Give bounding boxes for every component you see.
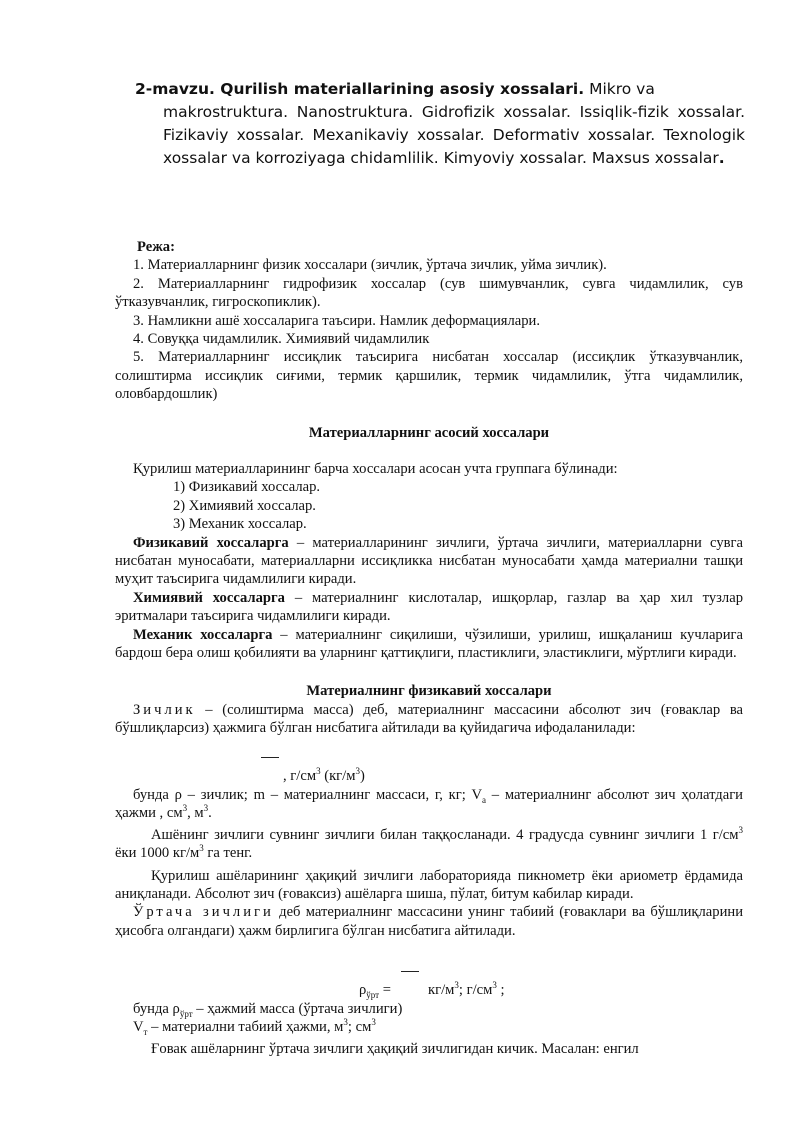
topic-line-1 xyxy=(115,78,745,101)
chemical-properties-paragraph xyxy=(115,589,743,626)
density-paragraph-wrap xyxy=(115,701,743,738)
sup-3: 3 xyxy=(199,843,204,854)
where-3-b: – материални табиий ҳажми, м xyxy=(147,1019,344,1036)
lab-paragraph: Қурилиш ашёларининг ҳақиқий зичлиги лабораторияда пикнометр ёки ариометр ёрдамида аниқланади. Абсолют зич (ғоваксиз) ашёларга шиша, пўлат, битум кабилар киради. xyxy=(115,867,743,903)
plan-item-3: 3. Намликни ашё хоссаларига таъсири. Намлик деформациялари. xyxy=(133,312,540,329)
topic-subjects: makrostruktura. Nanostruktura. Gidrofizik xossalar. Issiqlik-fizik xossalar. Fizikaviy xossalar. Mexanikaviy xossalar. Deformativ xossalar. Texnologik xossalar va korroziyaga chidamlilik. Kimyoviy xossalar. Maxsus xossalar xyxy=(163,103,745,167)
where-3-c: ; см xyxy=(347,1019,372,1036)
plan-item-4: 4. Совуққа чидамлилик. Химиявий чидамлилик xyxy=(133,331,430,348)
sup-3: 3 xyxy=(492,980,497,991)
formula-2-unit-b: ; г/см xyxy=(458,982,493,998)
topic-end-dot: . xyxy=(718,149,725,167)
section-1-body xyxy=(115,460,743,662)
formula-1-unit-b: (кг/м xyxy=(320,768,356,784)
formula-1-units xyxy=(283,767,365,785)
formula-1-unit-c: ) xyxy=(359,768,365,784)
mechanical-properties-paragraph xyxy=(115,626,743,663)
where-3-a: V xyxy=(133,1019,144,1036)
where-1 xyxy=(115,786,743,823)
physical-term: Физикавий хоссаларга xyxy=(133,534,289,551)
formula-1-fraction-bar xyxy=(261,757,279,758)
mechanical-term: Механик хоссаларга xyxy=(133,626,273,643)
average-density-term: Ўртача зичлиги xyxy=(133,904,274,921)
group-item-3: 3) Механик хоссалар. xyxy=(173,516,307,533)
sup-3: 3 xyxy=(203,803,209,814)
group-item-2: 2) Химиявий хоссалар. xyxy=(173,497,316,514)
formula-2-units xyxy=(428,981,505,999)
formula-2-unit-a: кг/м xyxy=(428,982,455,998)
sup-3: 3 xyxy=(355,766,360,777)
sup-3: 3 xyxy=(316,766,321,777)
topic-line-2 xyxy=(115,101,745,170)
section-1-heading: Материалларнинг асосий хоссалари xyxy=(308,425,550,441)
formula-2-rho: ρ xyxy=(359,982,367,998)
average-density-text: деб материалнинг массасини унинг табиий (ғоваклари ва бўшлиқларини ҳисобга олгандаги) ҳажм бирлигига бўлган нисбатига айтилади. xyxy=(115,904,744,939)
formula-2-unit-c: ; xyxy=(496,982,505,998)
formula-2-lhs xyxy=(359,981,391,999)
where-1-a: бунда ρ – зичлик; m – материалнинг массаси, г, кг; V xyxy=(133,787,483,803)
topic-header xyxy=(115,78,745,170)
physical-properties-paragraph xyxy=(115,534,743,589)
where-2-a: бунда ρ xyxy=(133,1001,180,1017)
section-heading-main-properties xyxy=(115,424,743,442)
plan-item-1: 1. Материалларнинг физик хоссалари (зичлик, ўртача зичлик, уйма зичлик). xyxy=(133,257,607,274)
water-b: ёки 1000 кг/м xyxy=(115,845,200,862)
sup-3: 3 xyxy=(454,980,459,991)
plan-block xyxy=(115,238,743,404)
where-2-sub: ўрт xyxy=(179,1008,193,1019)
chemical-text: – материалнинг кислоталар, ишқорлар, газлар ва ҳар хил тузлар эритмалари таъсирига чидамлилиги киради. xyxy=(115,589,743,625)
density-paragraph xyxy=(115,701,743,738)
formula-2-sub: ўрт xyxy=(366,989,380,1000)
formula-2-eq: = xyxy=(379,982,392,998)
where-3 xyxy=(115,1018,743,1036)
sup-3: 3 xyxy=(343,1017,348,1028)
sup-3: 3 xyxy=(738,824,743,835)
density-explanation xyxy=(115,786,743,940)
sup-3: 3 xyxy=(182,803,188,814)
where-1-c: , м xyxy=(187,805,204,822)
plan-heading: Режа: xyxy=(137,239,175,255)
section-2-heading-wrap xyxy=(115,682,743,700)
water-a: Ашёнинг зичлиги сувнинг зичлиги билан таққосланади. 4 градусда сувнинг зичлиги 1 г/см xyxy=(151,826,739,843)
plan-item-5: 5. Материалларнинг иссиқлик таъсирига нисбатан хоссалар (иссиқлик ўтказувчанлик, солиштирма иссиқлик сиғими, термик қаршилик, термик чидамлилик, ўтга чидамлилик, оловбардошлик) xyxy=(115,349,743,403)
water-c: га тенг. xyxy=(203,845,253,862)
formula-2-fraction-bar xyxy=(401,971,419,972)
average-density-explanation xyxy=(115,1000,743,1058)
density-text: – (солиштирма масса) деб, материалнинг массасини абсолют зич (ғоваклар ва бўшлиқларсиз) ҳажмига бўлган нисбатига айтилади ва қуйидагича ифодаланилади: xyxy=(115,702,743,737)
where-3-sub: т xyxy=(143,1027,148,1038)
porous-paragraph: Ғовак ашёларнинг ўртача зичлиги ҳақиқий зичлигидан кичик. Масалан: енгил xyxy=(151,1040,639,1057)
physical-text: – материалларининг зичлиги, ўртача зичлиги, материалларни сувга нисбатан муносабати, материалларни иссиқликка нисбатан муносабати ҳамда материални ташқи муҳит таъсирига чидамлилиги киради. xyxy=(115,534,743,588)
section-2-heading: Материалнинг физикавий хоссалари xyxy=(306,683,552,699)
density-term: Зичлик xyxy=(133,702,196,718)
sup-3: 3 xyxy=(371,1017,376,1028)
where-1-b: – материалнинг абсолют зич ҳолатдаги ҳажми , см xyxy=(115,787,743,822)
plan-item-2: 2. Материалларнинг гидрофизик хоссалар (сув шимувчанлик, сувга чидамлилик, сув ўтказувчанлик, гигроскопиклик). xyxy=(115,275,743,311)
where-1-sub: а xyxy=(482,794,487,805)
mechanical-text: – материалнинг сиқилиши, чўзилиши, урилиш, ишқаланиш кучларига бардош бера олиш қобилияти ва уларнинг қаттиқлиги, пластиклиги, эластиклиги, мўртлиги киради. xyxy=(115,626,743,662)
groups-intro: Қурилиш материалларининг барча хоссалари асосан учта группага бўлинади: xyxy=(133,461,618,477)
where-2 xyxy=(115,1000,743,1018)
group-item-1: 1) Физикавий хоссалар. xyxy=(173,479,321,496)
topic-title: 2-mavzu. Qurilish materiallarining asosiy xossalari. xyxy=(135,80,585,98)
water-density-paragraph xyxy=(115,826,743,863)
chemical-term: Химиявий хоссаларга xyxy=(133,589,285,606)
where-2-b: – ҳажмий масса (ўртача зичлиги) xyxy=(192,1001,403,1017)
formula-1-unit-a: , г/см xyxy=(283,768,317,784)
topic-title-rest: Mikro va xyxy=(584,80,655,98)
average-density-paragraph xyxy=(115,903,743,940)
where-1-d: . xyxy=(208,805,212,822)
